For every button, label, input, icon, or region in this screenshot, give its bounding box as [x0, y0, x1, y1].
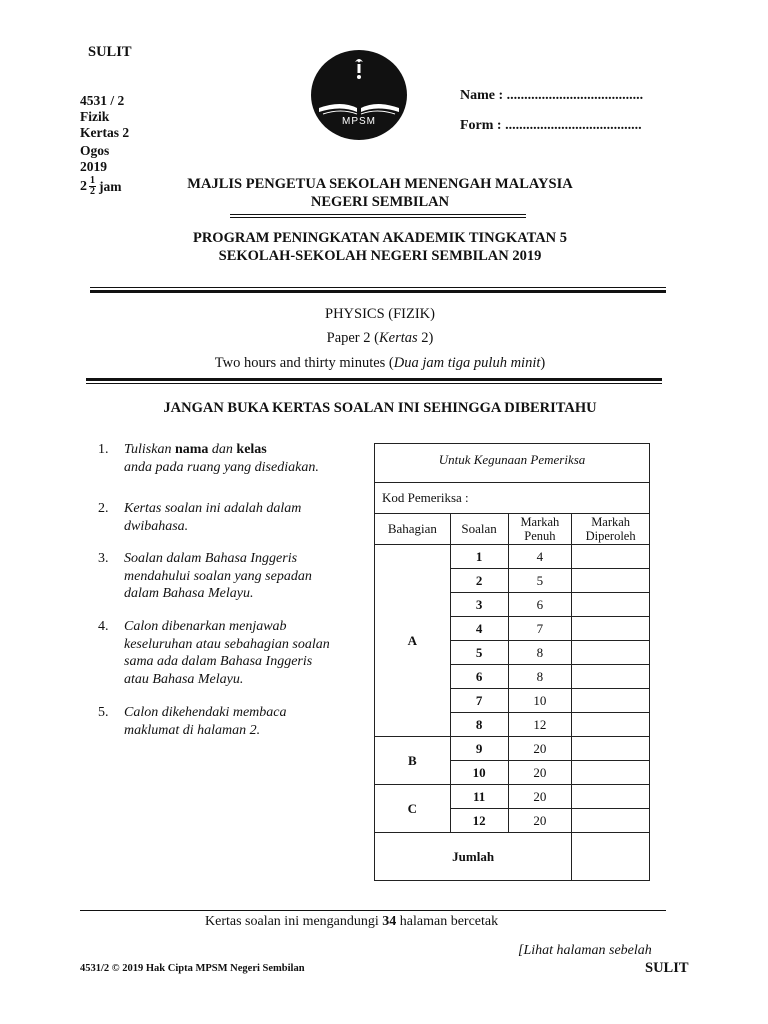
duration-unit: jam: [99, 178, 122, 194]
paper-title-suffix: 2): [417, 330, 434, 346]
full-marks: 20: [508, 761, 572, 785]
question-number: 5: [450, 641, 508, 665]
subject-title: PHYSICS (FIZIK): [325, 306, 435, 322]
instruction-number: 5.: [98, 705, 109, 720]
question-number: 9: [450, 737, 508, 761]
time-allowed: [80, 351, 680, 375]
section-rule-thick-2: [86, 378, 662, 381]
question-number: 10: [450, 761, 508, 785]
instruction-5: [98, 704, 368, 740]
question-number: 11: [450, 785, 508, 809]
instruction-1-part-d: kelas: [236, 442, 267, 457]
form-field[interactable]: Form : .......................................: [460, 118, 642, 133]
instruction-text: Calon dikehendaki membaca maklumat di halaman 2.: [124, 705, 287, 738]
section-b: B: [375, 737, 451, 785]
table-row: [375, 737, 650, 761]
full-marks: 8: [508, 665, 572, 689]
obtained-marks-cell[interactable]: [572, 641, 650, 665]
col-header-section: Bahagian: [375, 514, 451, 545]
question-number: 2: [450, 569, 508, 593]
col-header-full-marks: [508, 514, 572, 545]
question-number: 6: [450, 665, 508, 689]
paper-title-italic: Kertas: [378, 330, 418, 346]
full-marks-line2: Penuh: [524, 529, 556, 543]
obtained-marks-cell[interactable]: [572, 593, 650, 617]
section-rule-thin-1: [90, 287, 666, 288]
section-c: C: [375, 785, 451, 833]
paper-title-prefix: Paper 2 (: [326, 330, 379, 346]
obtained-marks-cell[interactable]: [572, 689, 650, 713]
next-page-note: [Lihat halaman sebelah: [518, 943, 652, 958]
instruction-1: [98, 441, 368, 477]
instruction-text: Kertas soalan ini adalah dalam dwibahasa.: [124, 501, 302, 534]
duration-numerator: 1: [90, 175, 95, 186]
paper-short: Kertas 2: [80, 125, 130, 140]
col-header-obtained-marks: [572, 514, 650, 545]
examiner-code-field[interactable]: Kod Pemeriksa :: [375, 483, 650, 514]
instruction-number: 3.: [98, 551, 109, 566]
table-title: Untuk Kegunaan Pemeriksa: [375, 444, 650, 483]
full-marks-line1: Markah: [520, 515, 560, 529]
question-number: 3: [450, 593, 508, 617]
org-title-line2: NEGERI SEMBILAN: [310, 194, 450, 210]
instruction-3: [98, 550, 368, 604]
obtained-marks-cell[interactable]: [572, 761, 650, 785]
full-marks: 8: [508, 641, 572, 665]
time-prefix: Two hours and thirty minutes (: [214, 355, 394, 371]
obtained-marks-line2: Diperoleh: [585, 529, 636, 543]
warning-text: JANGAN BUKA KERTAS SOALAN INI SEHINGGA DIBERITAHU: [163, 400, 597, 416]
name-field[interactable]: Name : .......................................: [460, 88, 644, 103]
page-count-note: [205, 914, 498, 930]
page-count-prefix: Kertas soalan ini mengandungi: [205, 914, 383, 929]
table-row: [375, 545, 650, 569]
instruction-2: [98, 500, 368, 536]
section-rule-thick-1: [90, 290, 666, 293]
time-italic: Dua jam tiga puluh minit: [393, 355, 541, 371]
question-number: 7: [450, 689, 508, 713]
section-a: A: [375, 545, 451, 737]
obtained-marks-cell[interactable]: [572, 713, 650, 737]
full-marks: 12: [508, 713, 572, 737]
instruction-text: [124, 441, 374, 476]
obtained-marks-line1: Markah: [591, 515, 631, 529]
col-header-question: Soalan: [450, 514, 508, 545]
obtained-marks-cell[interactable]: [572, 665, 650, 689]
obtained-marks-cell[interactable]: [572, 785, 650, 809]
full-marks: 20: [508, 809, 572, 833]
page-count-number: 34: [382, 914, 397, 929]
instruction-4: [98, 618, 368, 690]
instruction-text: Calon dibenarkan menjawab keseluruhan atau sebahagian soalan sama ada dalam Bahasa Inggeris atau Bahasa Melayu.: [124, 619, 330, 687]
page-count-suffix: halaman bercetak: [396, 914, 499, 929]
paper-code: 4531 / 2: [80, 93, 125, 108]
full-marks: 7: [508, 617, 572, 641]
program-title-line2: SEKOLAH-SEKOLAH NEGERI SEMBILAN 2019: [218, 248, 542, 264]
instruction-text: Soalan dalam Bahasa Inggeris mendahului soalan yang sepadan dalam Bahasa Melayu.: [124, 551, 312, 601]
full-marks: 6: [508, 593, 572, 617]
instruction-1-part-b: nama: [174, 442, 209, 457]
full-marks: 20: [508, 737, 572, 761]
obtained-marks-cell[interactable]: [572, 617, 650, 641]
duration-denominator: 2: [90, 186, 95, 197]
exam-year: 2019: [80, 159, 107, 174]
footer-rule: [80, 910, 666, 911]
instruction-1-line2: anda pada ruang yang disediakan.: [124, 459, 319, 475]
exam-month: Ogos: [80, 143, 110, 158]
obtained-marks-cell[interactable]: [572, 569, 650, 593]
question-number: 1: [450, 545, 508, 569]
question-number: 8: [450, 713, 508, 737]
copyright-note: 4531/2 © 2019 Hak Cipta MPSM Negeri Sembilan: [80, 963, 305, 974]
obtained-marks-cell[interactable]: [572, 809, 650, 833]
full-marks: 10: [508, 689, 572, 713]
duration-whole: 2: [80, 178, 87, 194]
total-marks-cell[interactable]: [572, 833, 650, 881]
double-rule-bottom: [230, 217, 526, 218]
question-number: 12: [450, 809, 508, 833]
instruction-number: 4.: [98, 619, 109, 634]
table-row: [375, 785, 650, 809]
instruction-number: 1.: [98, 442, 109, 457]
obtained-marks-cell[interactable]: [572, 545, 650, 569]
program-title-line1: PROGRAM PENINGKATAN AKADEMIK TINGKATAN 5: [192, 230, 568, 246]
question-number: 4: [450, 617, 508, 641]
obtained-marks-cell[interactable]: [572, 737, 650, 761]
instruction-number: 2.: [98, 501, 109, 516]
examiner-score-table: [374, 443, 650, 881]
classification-top: SULIT: [88, 44, 132, 60]
classification-bottom: SULIT: [645, 960, 689, 976]
org-title-line1: MAJLIS PENGETUA SEKOLAH MENENGAH MALAYSIA: [187, 176, 573, 192]
full-marks: 20: [508, 785, 572, 809]
subject-short: Fizik: [80, 109, 110, 124]
instruction-1-part-c: dan: [208, 442, 237, 457]
double-rule-top: [230, 214, 526, 215]
time-suffix: ): [540, 355, 546, 371]
full-marks: 4: [508, 545, 572, 569]
paper-title: [80, 326, 680, 350]
logo-label: MPSM: [342, 116, 376, 127]
section-rule-thin-2: [86, 383, 662, 384]
mpsm-logo: [311, 50, 407, 140]
total-label: Jumlah: [375, 833, 572, 881]
instruction-1-part-a: Tuliskan: [124, 442, 175, 457]
full-marks: 5: [508, 569, 572, 593]
